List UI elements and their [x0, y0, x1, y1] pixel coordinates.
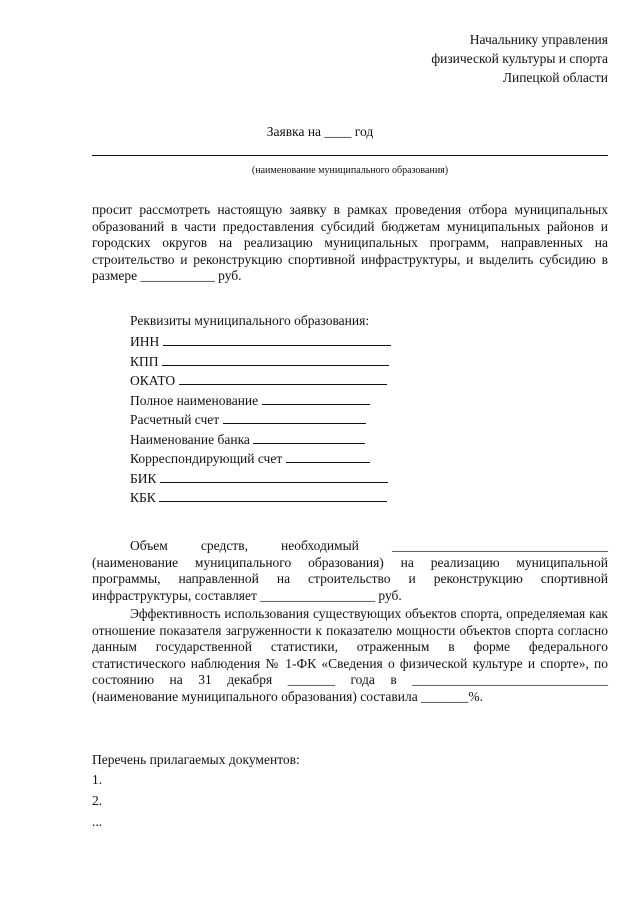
blank-field: [163, 333, 391, 346]
requisite-label: Корреспондирующий счет: [130, 451, 283, 466]
blank-field: [159, 489, 387, 502]
blank-field: [160, 470, 388, 483]
municipality-name-caption: (наименование муниципального образования): [251, 165, 449, 176]
document-title: Заявка на ____ год: [266, 124, 374, 139]
document-item: ...: [92, 814, 103, 829]
request-paragraph: просит рассмотреть настоящую заявку в рамках проведения отбора муниципальных образований в части предоставления субсидий бюджетам муниципальных районов и городских округов на реализацию муниципальных программ, направленных на строительство и реконструкцию спортивной инфраструктуры, и выделить субсидию в размере ___________ руб.: [92, 202, 608, 283]
document-item: 1.: [92, 772, 103, 787]
requisite-label: ИНН: [130, 334, 160, 349]
document-item: 2.: [92, 793, 103, 808]
addressee-line-2: физической культуры и спорта: [431, 51, 608, 66]
requisite-kbk: [130, 489, 410, 509]
documents-list: [92, 772, 102, 835]
documents-list-title: Перечень прилагаемых документов:: [92, 752, 300, 767]
requisite-label: БИК: [130, 470, 157, 486]
requisite-label: Расчетный счет: [130, 412, 220, 427]
requisite-bik: [130, 470, 410, 490]
blank-field: [286, 450, 370, 463]
requisite-label: ОКАТО: [130, 373, 176, 388]
blank-field: [253, 431, 365, 444]
requisite-label: КПП: [130, 353, 159, 369]
requisite-bank-name: [130, 431, 410, 451]
requisite-label: КБК: [130, 490, 156, 505]
requisite-label: Наименование банка: [130, 431, 250, 447]
blank-field: [262, 392, 370, 405]
blank-field: [179, 372, 387, 385]
requisite-label: Полное наименование: [130, 392, 259, 408]
blank-field: [223, 411, 366, 424]
addressee-line-1: Начальнику управления: [469, 32, 608, 47]
addressee-line-3: Липецкой области: [502, 70, 608, 85]
requisite-kpp: [130, 353, 410, 373]
blank-field: [162, 353, 389, 366]
requisite-okato: [130, 372, 410, 392]
requisites-list: [130, 333, 410, 509]
funding-paragraph: Объем средств, необходимый ________________________________ (наименование муниципального образования) на реализацию муниципальной программы, направленной на строительство и реконструкцию спортивной инфраструктуры, составляет _________________ руб.: [92, 538, 608, 603]
requisite-full-name: [130, 392, 410, 412]
requisites-title: Реквизиты муниципального образования:: [130, 313, 370, 328]
efficiency-paragraph: Эффективность использования существующих объектов спорта, определяемая как отношение показателя загруженности к показателю мощности объектов спорта согласно данным государственной статистики, отраженным в форме федерального статистического наблюдения № 1-ФК «Сведения о физической культуре и спорте», по состоянию на 31 декабря _______ года в _____________________________ (наименование муниципального образования) составила _______%.: [92, 606, 608, 704]
municipality-name-field: [92, 155, 608, 156]
requisite-corr-account: [130, 450, 410, 470]
requisite-inn: [130, 333, 410, 353]
requisite-account: [130, 411, 410, 431]
addressee-block: [431, 30, 608, 87]
